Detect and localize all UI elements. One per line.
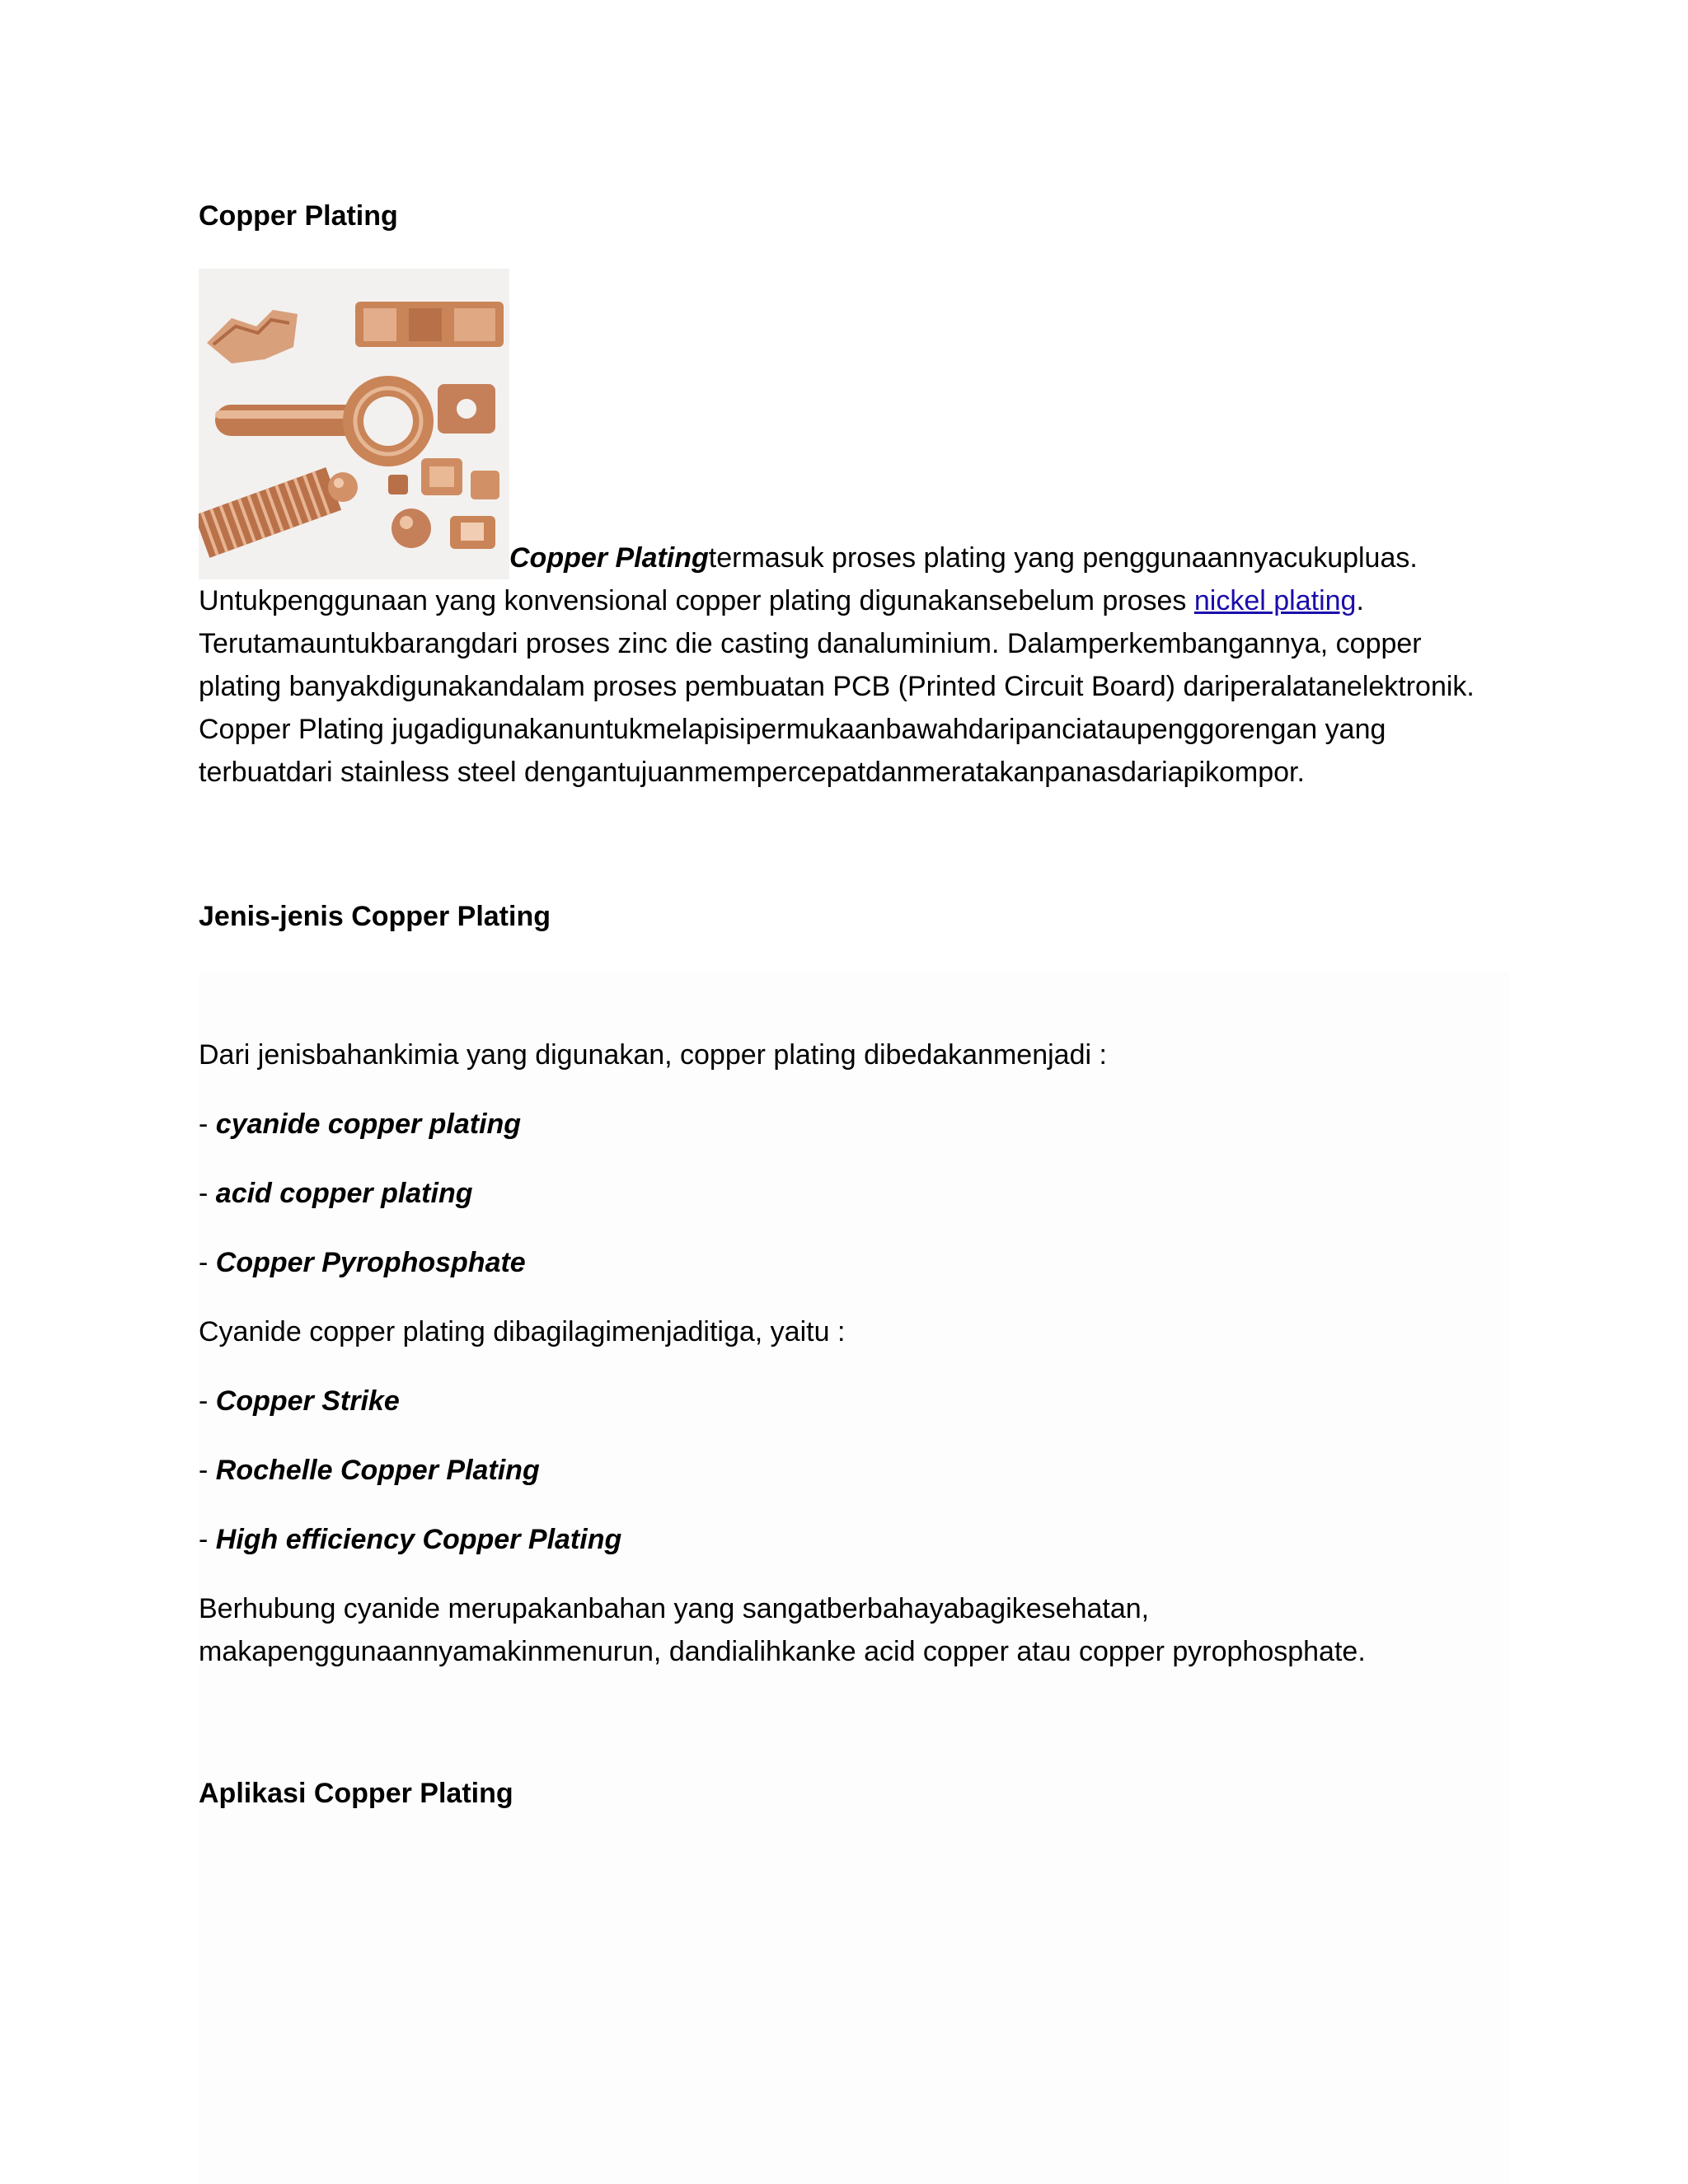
intro-paragraph <box>199 269 1484 794</box>
type-cyanide: cyanide copper plating <box>215 1108 522 1140</box>
section-title-jenis: Jenis-jenis Copper Plating <box>199 901 551 932</box>
type-pyrophosphate: Copper Pyrophosphate <box>215 1247 526 1278</box>
list-item: - Copper Pyrophosphate <box>199 1247 526 1278</box>
cyanide-intro: Cyanide copper plating dibagilagimenjaditiga, yaitu : <box>199 1316 846 1347</box>
intro-text-part3: . <box>1356 585 1364 616</box>
list-item: - High efficiency Copper Plating <box>199 1524 622 1555</box>
types-intro: Dari jenisbahankimia yang digunakan, copper plating dibedakanmenjadi : <box>199 1039 1107 1071</box>
list-item: - cyanide copper plating <box>199 1108 522 1140</box>
copper-parts-image <box>199 269 509 579</box>
section-title-copper-plating: Copper Plating <box>199 200 398 232</box>
copper-parts-illustration <box>199 269 509 579</box>
list-item: - acid copper plating <box>199 1178 473 1209</box>
section-title-aplikasi: Aplikasi Copper Plating <box>199 1778 513 1809</box>
page-background-region <box>199 972 1509 2184</box>
type-high-efficiency: High efficiency Copper Plating <box>215 1524 622 1555</box>
type-rochelle: Rochelle Copper Plating <box>215 1455 540 1486</box>
intro-text-part2: Untukpenggunaan yang konvensional copper plating digunakansebelum proses <box>199 585 1194 616</box>
list-item: - Copper Strike <box>199 1385 400 1417</box>
nickel-plating-link[interactable]: nickel plating <box>1193 585 1357 616</box>
type-acid: acid copper plating <box>215 1178 473 1209</box>
lead-bold-term: Copper Plating <box>509 542 709 574</box>
list-item: - Rochelle Copper Plating <box>199 1455 540 1486</box>
intro-text-part1: termasuk proses plating yang penggunaannyacukupluas. <box>708 542 1418 574</box>
intro-text-paragraph2: Terutamauntukbarangdari proses zinc die casting danaluminium. Dalamperkembangannya, copper plating banyakdigunakandalam proses pembuatan PCB (Printed Circuit Board) dariperalatanelektronik. Copper Plating jugadigunakanuntukmelapisipermukaanbawahdaripanciataupenggorengan yang terbuatdari stainless steel dengantujuanmempercepatdanmeratakanpanasdariapikompor. <box>199 628 1475 788</box>
closing-paragraph: Berhubung cyanide merupakanbahan yang sangatberbahayabagikesehatan, makapenggunaannyamakinmenurun, dandialihkanke acid copper atau copper pyrophosphate. <box>199 1593 1366 1667</box>
type-copper-strike: Copper Strike <box>215 1385 400 1417</box>
